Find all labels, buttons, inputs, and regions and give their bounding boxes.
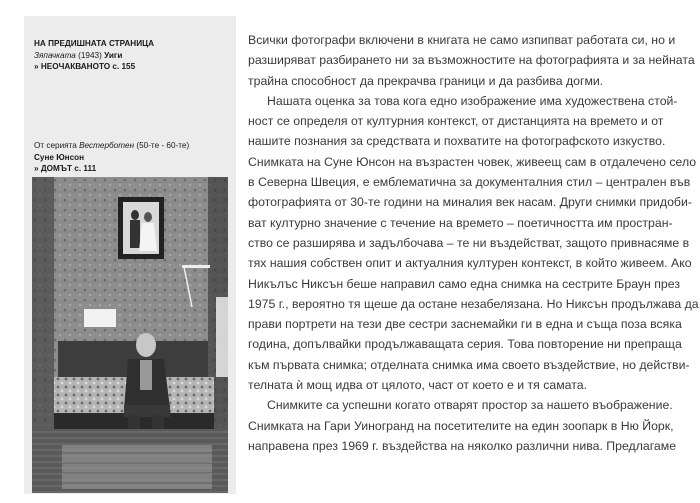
caption-work-title: Зяпачката — [34, 50, 76, 60]
black-and-white-photo — [32, 177, 228, 493]
text-line: 1975 г., вероятно тя щеше да остане незабелязана. Но Никсън продължава да — [248, 296, 699, 311]
text-line: Снимката на Суне Юнсон на възрастен човек, живеещ сам в отдалечено село — [248, 154, 697, 169]
photo-caption — [34, 140, 189, 175]
caption-photo-author: Суне Юнсон — [34, 152, 85, 162]
photo-illustration — [32, 177, 228, 493]
text-line: телната ѝ мощ идва от цялото, част от което е и тя самата. — [248, 378, 587, 393]
wall-notice — [84, 309, 116, 327]
man-head — [136, 333, 156, 357]
caption-photo-ref-arrow: » — [34, 164, 39, 173]
text-line: разширяват разбирането ни за възможностите на фотографията и за нейната — [248, 53, 695, 68]
text-line: Нашата оценка за това кога едно изображение има художествена стой- — [267, 93, 678, 108]
text-line: ност се определя от културния контекст, от дистанцията на времето и от — [248, 114, 664, 129]
caption-sidebar — [24, 16, 236, 494]
text-line: ват културно значение с течение на времето – поетичността им простран- — [248, 215, 673, 230]
text-line: към първата снимка; отделната снимка има своето въздействие, но действи- — [248, 357, 690, 372]
caption-series-prefix: От серията — [34, 141, 77, 150]
text-line: година, допълвайки продължаващата серия. Това повторение ни препраща — [248, 337, 682, 352]
caption-heading: НА ПРЕДИШНАТА СТРАНИЦА — [34, 39, 154, 48]
text-line: трайна способност да прекрачва граници и да разбива догми. — [248, 73, 604, 88]
caption-photo-ref: ДОМЪТ с. 111 — [40, 164, 97, 173]
text-line: в Северна Швеция, е емблематична за документалния стил – централен във — [248, 175, 691, 190]
caption-series-line — [34, 140, 189, 152]
caption-ref-arrow: » — [34, 62, 39, 71]
text-line: Снимките са успешни когато отварят простор за нашето въображение. — [267, 398, 673, 413]
text-line: тях нашия собствен опит и актуалния културен контекст, в който живеем. Ако — [248, 256, 692, 271]
caption-photo-ref-line — [34, 163, 189, 175]
text-line: прави портрети на тези две сестри заснемайки ги в една и съща поза всяка — [248, 317, 682, 332]
text-line: ство се разширява и задълбочава – те ни въздействат, защото привнасяме в — [248, 235, 690, 250]
text-line: Всички фотографи включени в книгата не само изпипват работата си, но и — [248, 33, 676, 47]
text-line: нашите познания за средствата и похватите на фотографското изкуство. — [248, 134, 666, 149]
wall-shelf — [182, 265, 210, 268]
caption-series-years: (50-те - 60-те) — [136, 141, 190, 150]
caption-ref-line — [34, 61, 154, 73]
text-line: Снимката на Гари Уиногранд на посетителите на един зоопарк в Ню Йорк, — [248, 418, 674, 433]
caption-work-year: (1943) — [78, 50, 102, 60]
caption-ref: НЕОЧАКВАНОТО с. 155 — [40, 62, 136, 71]
caption-author: Уиги — [104, 50, 123, 60]
body-text — [248, 30, 699, 456]
caption-work-line — [34, 50, 154, 62]
previous-page-caption — [34, 38, 154, 73]
text-line: направена през 1969 г. въздейства на няколко различни нива. Предлагаме — [248, 438, 677, 453]
caption-series-title: Вестерботен — [79, 141, 135, 150]
text-line: фотографията от 30-те години на миналия век насам. Други снимки придоби- — [248, 195, 692, 210]
text-line: Никълъс Никсън беше направил само една снимка на сестрите Браун през — [248, 276, 680, 291]
